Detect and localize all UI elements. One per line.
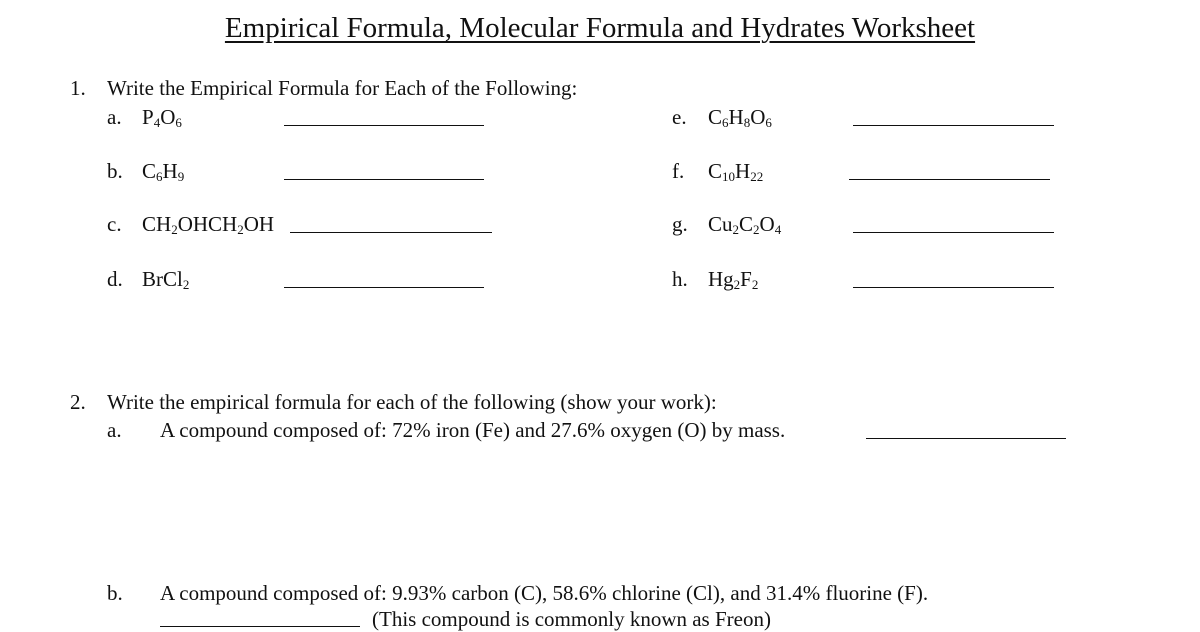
formula-element: C [708,159,723,183]
formula-subscript: 2 [753,222,760,237]
q1-item-h-formula [708,267,758,292]
formula-element: H [162,159,178,183]
formula-subscript: 22 [750,169,764,184]
formula-element: C [142,159,157,183]
q1-item-d-formula [142,267,189,292]
q2-item-a-label: a. [107,418,122,442]
q1-item-a-answer-blank[interactable] [284,125,484,126]
formula-subscript: 2 [182,277,190,292]
formula-subscript: 6 [175,115,182,130]
formula-subscript: 2 [237,222,244,237]
formula-subscript: 9 [177,169,185,184]
formula-subscript: 10 [722,169,736,184]
q2-item-b-answer-blank[interactable] [160,626,360,627]
q2-item-b-text: A compound composed of: 9.93% carbon (C), 58.6% chlorine (Cl), and 31.4% fluorine (F). [160,581,929,605]
title-text: Empirical Formula, Molecular Formula and Hydrates Worksheet [224,12,976,44]
worksheet-title [0,12,1200,45]
q1-item-a-formula [142,105,182,130]
q1-item-b-formula [142,159,184,184]
formula-element: F [740,267,752,291]
q1-item-d-label: d. [107,267,123,291]
q1-item-h-label: h. [672,267,688,291]
formula-element: OHCH [177,212,238,236]
q2-number: 2. [70,390,86,414]
formula-element: OH [243,212,275,236]
formula-element: P [142,105,154,129]
q2-item-a-text: A compound composed of: 72% iron (Fe) and 27.6% oxygen (O) by mass. [160,418,786,442]
q2-item-b-label: b. [107,581,123,605]
formula-subscript: 2 [751,277,759,292]
formula-subscript: 8 [743,115,751,130]
q1-prompt: Write the Empirical Formula for Each of the Following: [107,76,578,100]
q2-item-a-answer-blank[interactable] [866,438,1066,439]
formula-element: O [750,105,766,129]
q1-item-d-answer-blank[interactable] [284,287,484,288]
formula-subscript: 6 [765,115,772,130]
q1-item-e-formula [708,105,772,130]
q1-item-c-label: c. [107,212,122,236]
q1-item-c-answer-blank[interactable] [290,232,492,233]
formula-element: H [728,105,744,129]
formula-subscript: 4 [774,222,782,237]
formula-element: O [160,105,176,129]
q1-item-g-formula [708,212,781,237]
q1-item-b-label: b. [107,159,123,183]
formula-subscript: 6 [156,169,163,184]
formula-element: CH [142,212,172,236]
formula-element: C [708,105,723,129]
formula-element: BrCl [142,267,183,291]
q1-item-b-answer-blank[interactable] [284,179,484,180]
q1-item-e-answer-blank[interactable] [853,125,1054,126]
formula-subscript: 6 [722,115,729,130]
formula-subscript: 2 [733,277,741,292]
formula-element: H [735,159,751,183]
q1-item-f-formula [708,159,763,184]
q1-number: 1. [70,76,86,100]
formula-subscript: 2 [171,222,178,237]
formula-subscript: 4 [153,115,161,130]
formula-element: Cu [708,212,733,236]
q1-item-e-label: e. [672,105,687,129]
q1-item-f-answer-blank[interactable] [849,179,1050,180]
q2-prompt: Write the empirical formula for each of the following (show your work): [107,390,717,414]
q1-item-g-answer-blank[interactable] [853,232,1054,233]
q1-item-f-label: f. [672,159,685,183]
formula-subscript: 2 [732,222,740,237]
formula-element: C [739,212,754,236]
q1-item-c-formula [142,212,274,237]
q1-item-h-answer-blank[interactable] [853,287,1054,288]
formula-element: Hg [708,267,734,291]
formula-element: O [759,212,775,236]
q2-item-b-note: (This compound is commonly known as Freon) [372,607,771,631]
q1-item-a-label: a. [107,105,122,129]
q1-item-g-label: g. [672,212,688,236]
